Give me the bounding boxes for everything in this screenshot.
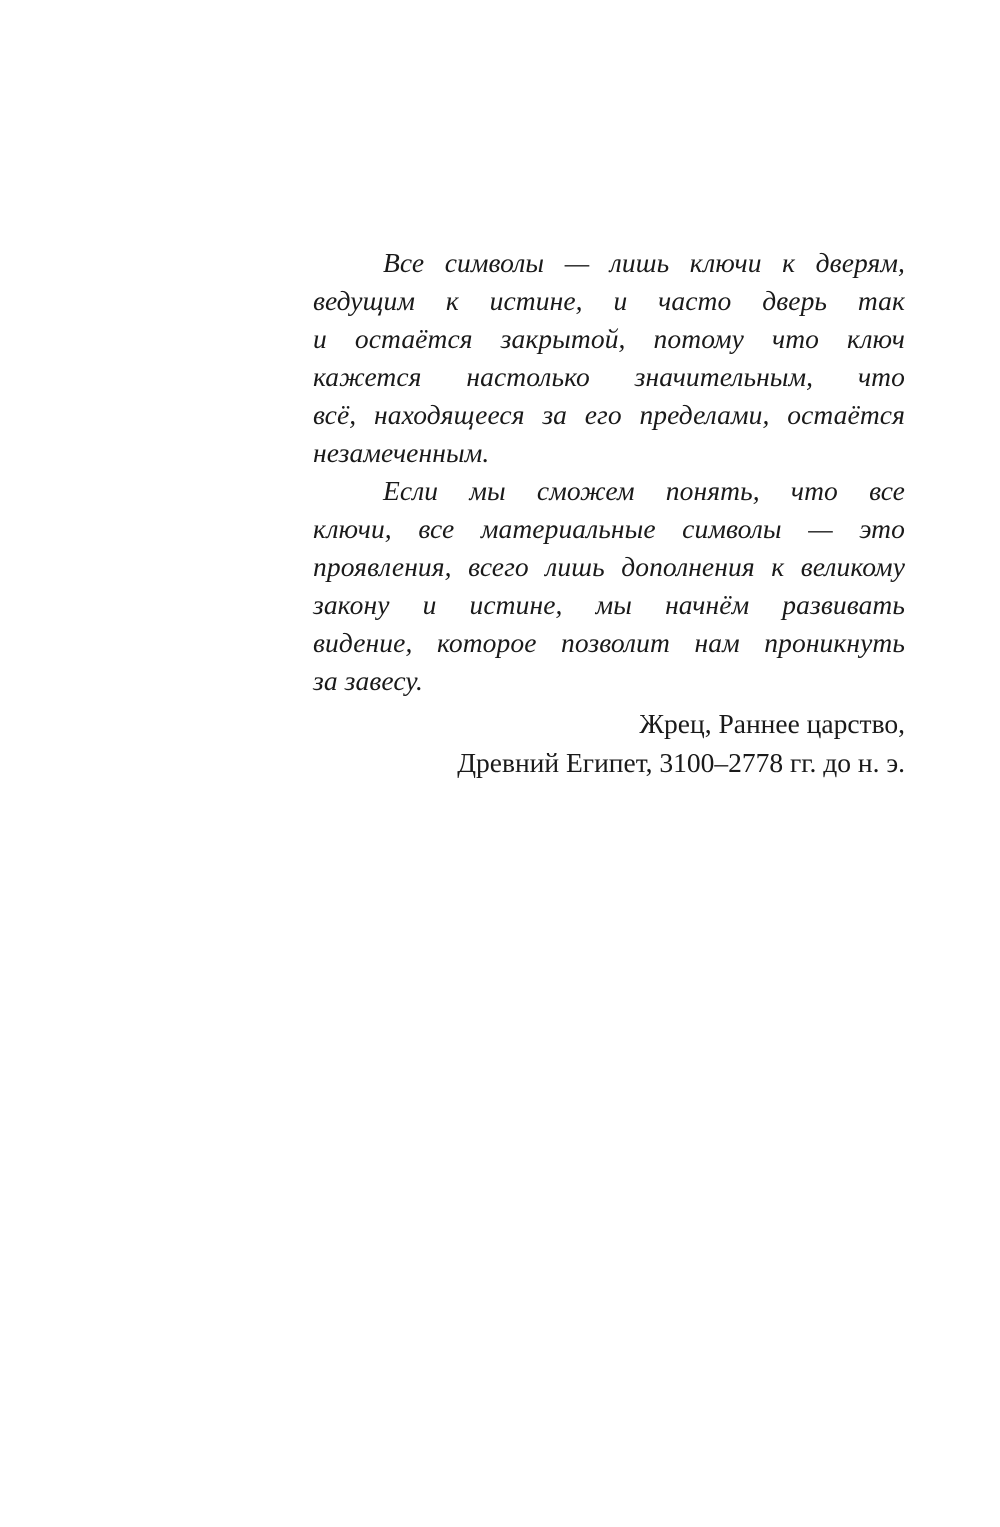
epigraph-paragraph-2 xyxy=(313,472,905,700)
text-line: незамеченным. xyxy=(313,437,490,468)
text-line: видение, которое позволит нам проникнуть xyxy=(313,627,905,658)
text-line: за завесу. xyxy=(313,665,423,696)
attribution-line: Древний Египет, 3100–2778 гг. до н. э. xyxy=(457,747,905,778)
text-line: Если мы сможем понять, что все xyxy=(383,475,905,506)
text-line: ключи, все материальные символы — это xyxy=(313,513,905,544)
text-line: проявления, всего лишь дополнения к великому xyxy=(313,551,905,582)
epigraph-paragraph-1 xyxy=(313,244,905,472)
text-line: ведущим к истине, и часто дверь так xyxy=(313,285,905,316)
text-line: закону и истине, мы начнём развивать xyxy=(313,589,905,620)
text-line: всё, находящееся за его пределами, остаётся xyxy=(313,399,905,430)
text-line: Все символы — лишь ключи к дверям, xyxy=(383,247,905,278)
attribution-line: Жрец, Раннее царство, xyxy=(639,708,905,739)
text-line: кажется настолько значительным, что xyxy=(313,361,905,392)
epigraph xyxy=(313,244,905,782)
text-line: и остаётся закрытой, потому что ключ xyxy=(313,323,905,354)
epigraph-attribution xyxy=(313,704,905,782)
